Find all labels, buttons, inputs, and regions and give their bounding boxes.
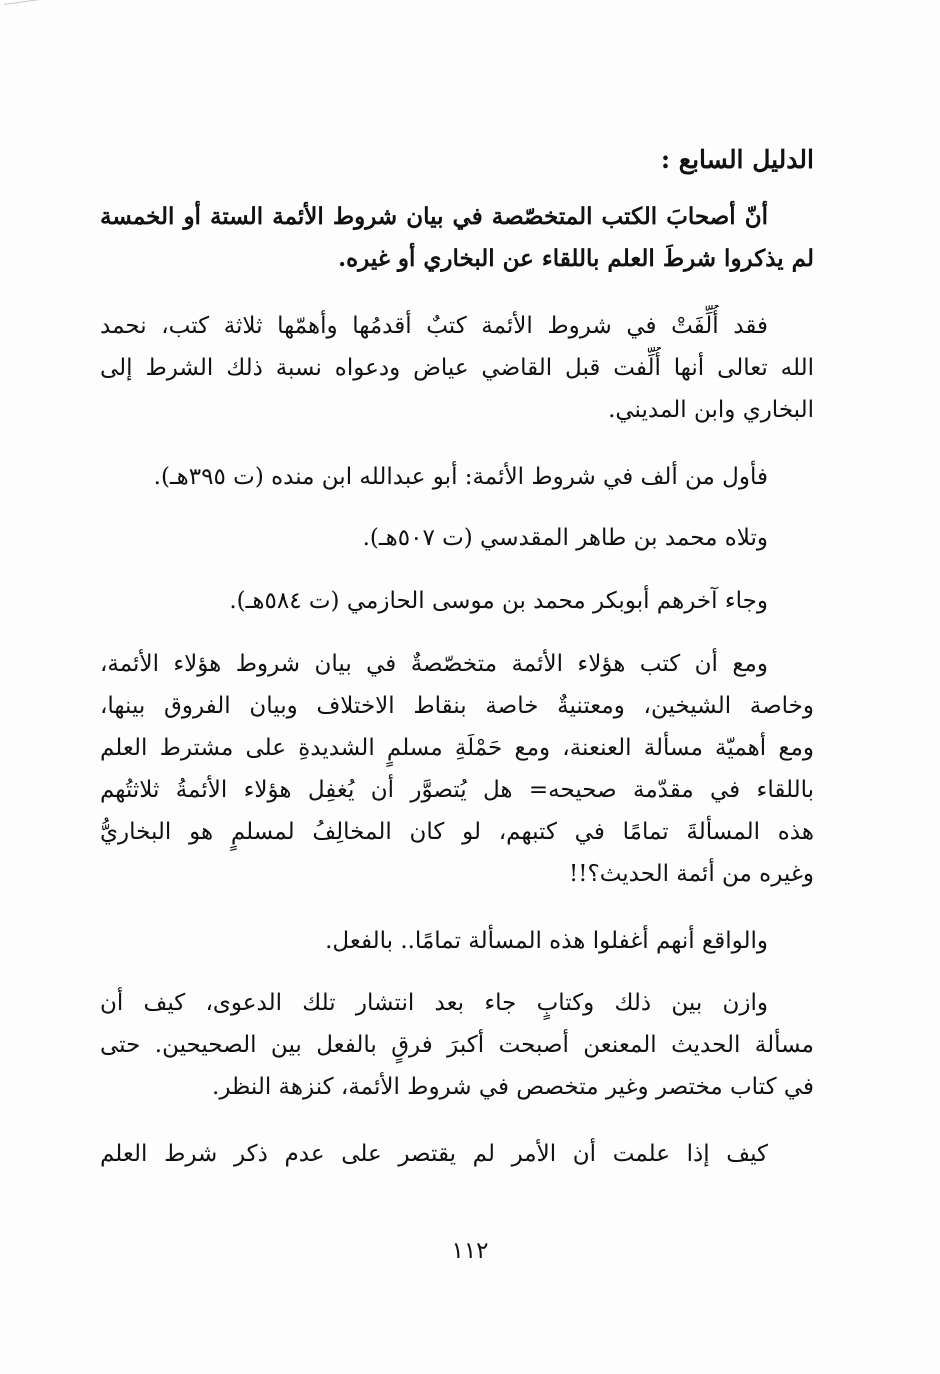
paragraph-line: وغيره من أئمة الحديث؟!! [569, 861, 814, 887]
paragraph-line: ومع أهميّة مسألة العنعنة، ومع حَمْلَةِ مسلمٍ الشديدةِ على مشترط العلم [100, 735, 814, 761]
paragraph-line: أنّ أصحابَ الكتب المتخصّصة في بيان شروط الأئمة الستة أو الخمسة [100, 203, 768, 230]
paragraph-line: والواقع أنهم أغفلوا هذه المسألة تمامًا.. بالفعل. [325, 928, 768, 954]
list-item-ibn-mandah [100, 456, 814, 498]
paragraph-line: باللقاء في مقدّمة صحيحه= هل يُتصوَّر أن يُغفِل هؤلاء الأئمةُ ثلاثتُهم [100, 777, 814, 803]
paragraph-line: مسألة الحديث المعنعن أصبحت أكبرَ فرقٍ بالفعل بين الصحيحين. حتى [100, 1032, 814, 1058]
paragraph-line: وتلاه محمد بن طاهر المقدسي (ت ٥٠٧هـ). [362, 525, 768, 551]
paragraph-argument [100, 643, 814, 895]
paragraph-line: وخاصة الشيخين، ومعتنيةٌ خاصة بنقاط الاختلاف وبيان الفروق بينها، [100, 693, 814, 719]
list-item-maqdisi [100, 517, 814, 559]
paragraph-reality [100, 920, 814, 962]
section-heading: الدليل السابع : [660, 145, 814, 174]
page-number: ١١٢ [451, 1238, 489, 1264]
scan-edge-mark [4, 0, 85, 19]
paragraph-continuation [100, 1133, 814, 1175]
thesis-paragraph [100, 196, 814, 280]
paragraph-line: فأول من ألف في شروط الأئمة: أبو عبدالله ابن منده (ت ٣٩٥هـ). [153, 464, 768, 490]
paragraph-books-intro [100, 305, 814, 431]
paragraph-compare [100, 982, 814, 1108]
paragraph-line: كيف إذا علمت أن الأمر لم يقتصر على عدم ذكر شرط العلم [100, 1141, 768, 1167]
paragraph-line: ومع أن كتب هؤلاء الأئمة متخصّصةٌ في بيان شروط هؤلاء الأئمة، [100, 651, 768, 677]
paragraph-line: فقد أُلِّفَتْ في شروط الأئمة كتبٌ أقدمُها وأهمّها ثلاثة كتب، نحمد [100, 313, 768, 339]
paragraph-line: لم يذكروا شرطَ العلم باللقاء عن البخاري أو غيره. [338, 245, 814, 272]
paragraph-line: الله تعالى أنها أُلِّفت قبل القاضي عياض ودعواه نسبة ذلك الشرط إلى [100, 355, 814, 381]
list-item-hazimi [100, 580, 814, 622]
paragraph-line: وازن بين ذلك وكتابٍ جاء بعد انتشار تلك الدعوى، كيف أن [100, 990, 768, 1016]
paragraph-line: وجاء آخرهم أبوبكر محمد بن موسى الحازمي (ت ٥٨٤هـ). [229, 588, 768, 614]
paragraph-line: هذه المسألةَ تمامًا في كتبهم، لو كان المخالِفُ لمسلمٍ هو البخاريُّ [100, 819, 814, 845]
paragraph-line: البخاري وابن المديني. [608, 397, 814, 423]
paragraph-line: في كتاب مختصر وغير متخصص في شروط الأئمة، كنزهة النظر. [212, 1074, 814, 1100]
